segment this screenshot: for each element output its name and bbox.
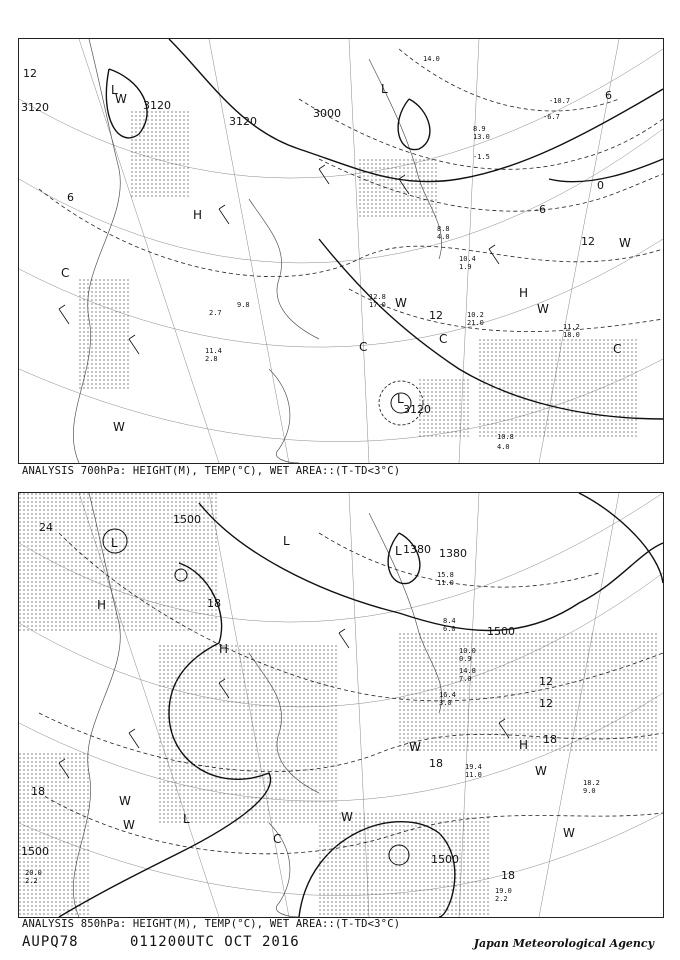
system-marker: W xyxy=(123,818,135,832)
system-marker: H xyxy=(519,738,529,752)
map-700hpa xyxy=(18,38,664,464)
system-marker: C xyxy=(613,342,622,356)
svg-text:11.4: 11.4 xyxy=(205,347,222,355)
temp-label: 12 xyxy=(23,67,37,80)
height-label: 3120 xyxy=(403,403,431,416)
svg-text:16.4: 16.4 xyxy=(439,691,456,699)
height-label: 1500 xyxy=(21,845,49,858)
svg-text:-10.7: -10.7 xyxy=(549,97,571,105)
system-marker: H xyxy=(519,286,529,300)
system-marker: W xyxy=(119,794,131,808)
temp-label: 18 xyxy=(207,597,221,610)
height-label: 1380 xyxy=(403,543,431,556)
svg-text:6.0: 6.0 xyxy=(443,625,456,633)
temp-label: 12 xyxy=(581,235,595,248)
svg-text:10.0: 10.0 xyxy=(459,647,476,655)
svg-text:8.9: 8.9 xyxy=(473,125,486,133)
svg-text:3.0: 3.0 xyxy=(439,699,452,707)
system-marker: C xyxy=(439,332,448,346)
temp-label: 18 xyxy=(429,757,443,770)
svg-text:9.0: 9.0 xyxy=(583,787,596,795)
svg-text:7.0: 7.0 xyxy=(459,675,472,683)
svg-text:17.0: 17.0 xyxy=(369,301,386,309)
valid-time: 011200UTC OCT 2016 xyxy=(130,934,300,950)
agency-name: Japan Meteorological Agency xyxy=(473,937,654,950)
height-label: 3120 xyxy=(21,101,49,114)
system-marker: L xyxy=(283,534,290,548)
system-marker: W xyxy=(563,826,575,840)
svg-text:-6.7: -6.7 xyxy=(543,113,560,121)
system-marker: H xyxy=(219,642,229,656)
svg-text:9.8: 9.8 xyxy=(237,301,250,309)
svg-text:11.0: 11.0 xyxy=(437,579,454,587)
wet-area xyxy=(19,493,659,917)
system-marker: W xyxy=(115,92,127,106)
temp-label: 12 xyxy=(539,697,553,710)
caption-850hpa: ANALYSIS 850hPa: HEIGHT(M), TEMP(°C), WET AREA::(T-TD<3°C) xyxy=(22,918,401,930)
caption-700hpa: ANALYSIS 700hPa: HEIGHT(M), TEMP(°C), WET AREA::(T-TD<3°C) xyxy=(22,465,401,477)
svg-text:12.8: 12.8 xyxy=(369,293,386,301)
svg-text:18.2: 18.2 xyxy=(583,779,600,787)
map-850hpa-canvas xyxy=(19,493,663,917)
system-marker: W xyxy=(537,302,549,316)
height-label: 1380 xyxy=(439,547,467,560)
svg-text:13.0: 13.0 xyxy=(473,133,490,141)
height-label: 3000 xyxy=(313,107,341,120)
svg-text:2.8: 2.8 xyxy=(205,355,218,363)
svg-text:15.8: 15.8 xyxy=(437,571,454,579)
temp-label: 0 xyxy=(597,179,604,192)
system-marker: W xyxy=(409,740,421,754)
height-label: 1500 xyxy=(431,853,459,866)
svg-text:11.0: 11.0 xyxy=(465,771,482,779)
svg-text:10.2: 10.2 xyxy=(467,311,484,319)
system-marker: H xyxy=(97,598,107,612)
height-label: 3120 xyxy=(143,99,171,112)
system-marker: C xyxy=(273,832,282,846)
svg-text:14.0: 14.0 xyxy=(423,55,440,63)
svg-text:20.0: 20.0 xyxy=(25,869,42,877)
svg-text:21.0: 21.0 xyxy=(467,319,484,327)
height-label: 3120 xyxy=(229,115,257,128)
system-marker: C xyxy=(359,340,368,354)
temp-label: 24 xyxy=(39,521,53,534)
wet-area xyxy=(79,109,639,439)
temp-label: 18 xyxy=(31,785,45,798)
height-label: 1500 xyxy=(173,513,201,526)
svg-text:19.4: 19.4 xyxy=(465,763,482,771)
temp-label: 12 xyxy=(539,675,553,688)
map-850hpa xyxy=(18,492,664,918)
temp-label: -6 xyxy=(535,203,546,216)
svg-text:2.7: 2.7 xyxy=(209,309,222,317)
temp-label: 12 xyxy=(429,309,443,322)
coastline xyxy=(73,39,441,463)
svg-text:10.4: 10.4 xyxy=(459,255,476,263)
temp-label: 6 xyxy=(605,89,612,102)
svg-text:4.0: 4.0 xyxy=(437,233,450,241)
system-marker: W xyxy=(113,420,125,434)
svg-text:-1.5: -1.5 xyxy=(473,153,490,161)
svg-text:8.8: 8.8 xyxy=(437,225,450,233)
system-marker: L xyxy=(397,392,404,406)
system-marker: W xyxy=(341,810,353,824)
product-code: AUPQ78 xyxy=(22,934,79,950)
svg-text:11.2: 11.2 xyxy=(563,323,580,331)
svg-text:10.8: 10.8 xyxy=(497,433,514,441)
temp-label: 18 xyxy=(543,733,557,746)
system-marker: C xyxy=(61,266,70,280)
system-marker: W xyxy=(395,296,407,310)
system-marker: W xyxy=(535,764,547,778)
system-marker: L xyxy=(183,812,190,826)
svg-text:2.2: 2.2 xyxy=(495,895,508,903)
system-marker: L xyxy=(395,544,402,558)
system-marker: W xyxy=(619,236,631,250)
map-700hpa-canvas xyxy=(19,39,663,463)
svg-text:19.0: 19.0 xyxy=(495,887,512,895)
svg-text:0.9: 0.9 xyxy=(459,655,472,663)
svg-text:18.0: 18.0 xyxy=(563,331,580,339)
system-marker: L xyxy=(111,536,118,550)
system-marker: L xyxy=(381,82,388,96)
temp-label: 6 xyxy=(67,191,74,204)
temp-label: 18 xyxy=(501,869,515,882)
height-label: 1500 xyxy=(487,625,515,638)
svg-text:4.0: 4.0 xyxy=(497,443,510,451)
svg-text:1.9: 1.9 xyxy=(459,263,472,271)
system-marker: L xyxy=(111,83,118,97)
svg-text:14.8: 14.8 xyxy=(459,667,476,675)
system-marker: H xyxy=(193,208,203,222)
svg-text:2.2: 2.2 xyxy=(25,877,38,885)
svg-text:8.4: 8.4 xyxy=(443,617,456,625)
